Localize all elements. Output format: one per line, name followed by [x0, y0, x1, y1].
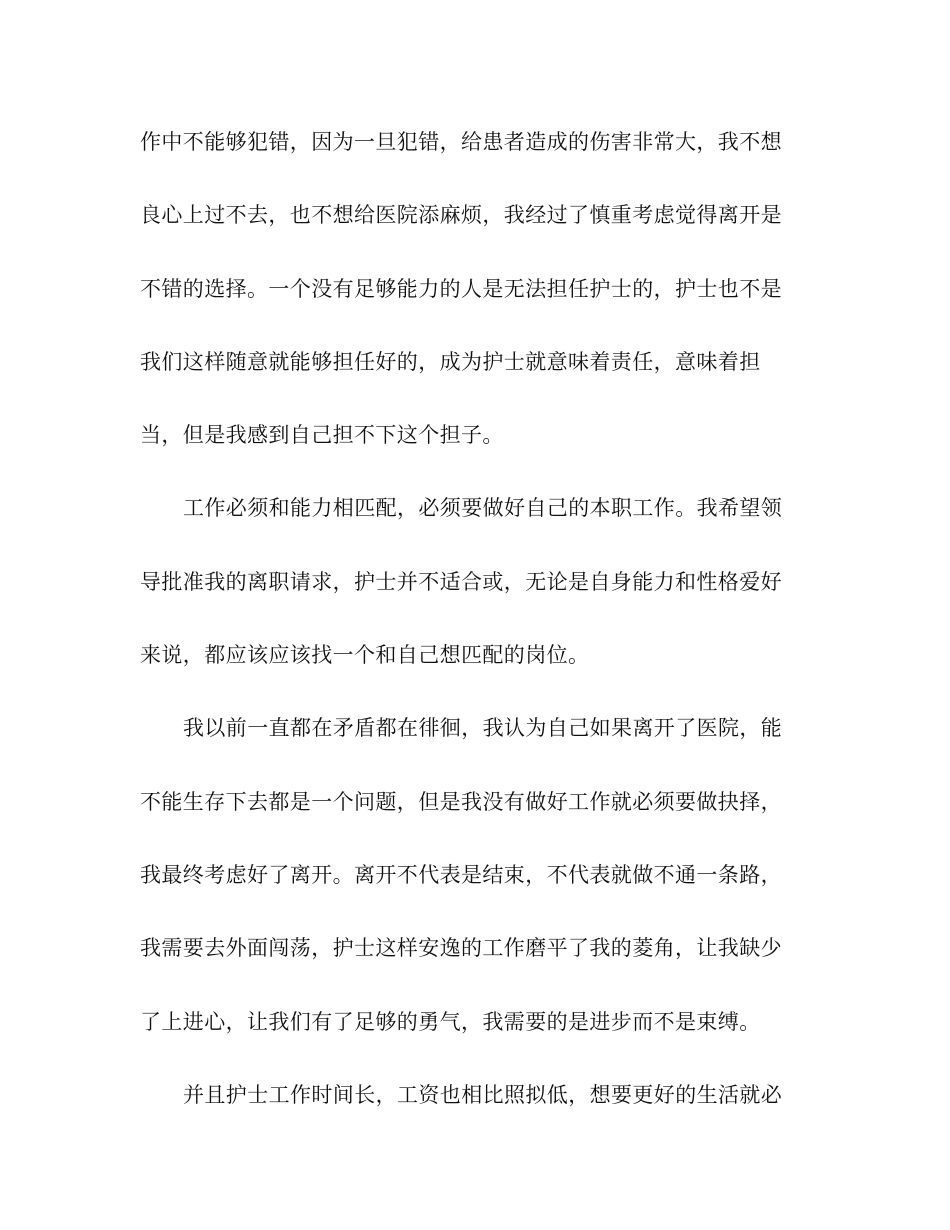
text-line: 良心上过不去，也不想给医院添麻烦，我经过了慎重考虑觉得离开是	[140, 203, 782, 228]
text-line: 不错的选择。一个没有足够能力的人是无法担任护士的，护士也不是	[140, 276, 782, 301]
text-line: 作中不能够犯错，因为一旦犯错，给患者造成的伤害非常大，我不想	[140, 130, 782, 154]
paragraph-start-line: 并且护士工作时间长，工资也相比照拟低，想要更好的生活就必	[183, 1082, 783, 1107]
text-line: 导批准我的离职请求，护士并不适合或，无论是自身能力和性格爱好	[140, 569, 782, 594]
document-body	[140, 122, 800, 1148]
text-line: 我最终考虑好了离开。离开不代表是结束，不代表就做不通一条路，	[140, 862, 782, 887]
text-line: 我需要去外面闯荡，护士这样安逸的工作磨平了我的菱角，让我缺少	[140, 936, 782, 961]
text-line: 当，但是我感到自己担不下这个担子。	[140, 423, 504, 448]
paragraph-start-line: 工作必须和能力相匹配，必须要做好自己的本职工作。我希望领	[183, 496, 783, 521]
text-line: 来说，都应该应该找一个和自己想匹配的岗位。	[140, 643, 590, 668]
paragraph-start-line: 我以前一直都在矛盾都在徘徊，我认为自己如果离开了医院，能	[183, 716, 783, 741]
text-line: 我们这样随意就能够担任好的，成为护士就意味着责任，意味着担	[140, 349, 761, 374]
text-line: 不能生存下去都是一个问题，但是我没有做好工作就必须要做抉择，	[140, 789, 782, 814]
text-line: 了上进心，让我们有了足够的勇气，我需要的是进步而不是束缚。	[140, 1009, 761, 1034]
